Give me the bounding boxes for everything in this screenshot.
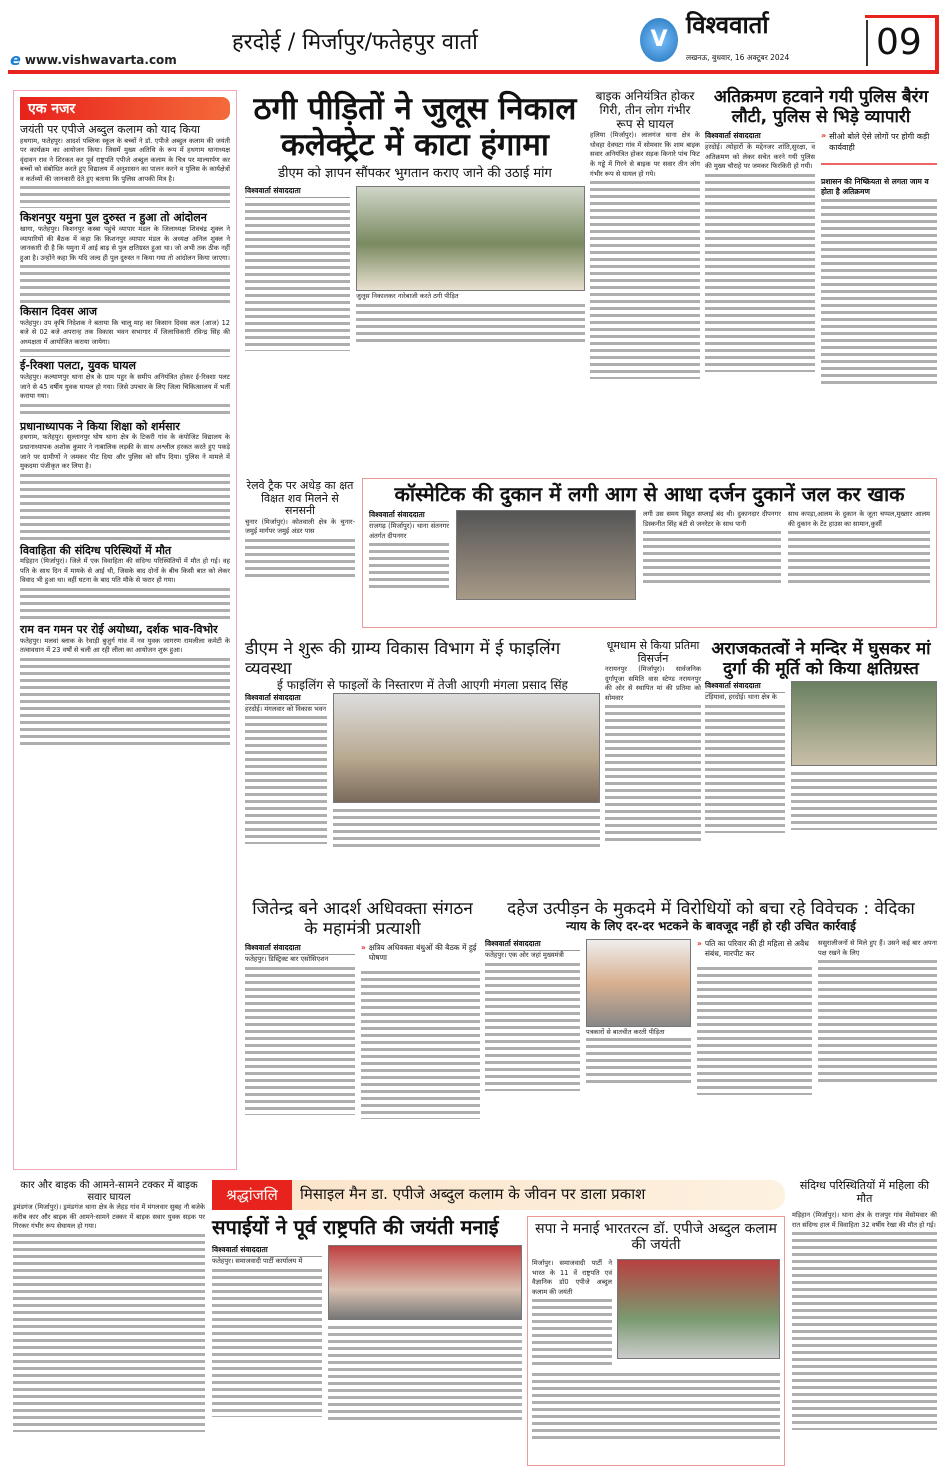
sp-event-photo — [617, 1259, 780, 1359]
story-subhead: ई फाइलिंग से फाइलों के निस्तारण में तेजी आएगी मंगला प्रसाद सिंह — [277, 678, 568, 693]
story-title: रेलवे ट्रैक पर अधेड़ का क्षत विक्षत शव मिलने से सनसनी — [246, 479, 354, 518]
encroachment-story — [705, 88, 937, 387]
lead-story — [245, 92, 585, 351]
page-number: 09 — [876, 22, 922, 63]
news-item — [20, 421, 230, 542]
fire-photo — [456, 510, 636, 600]
section-title: हरदोई / मिर्जापुर/फतेहपुर वार्ता — [232, 30, 478, 55]
photo-caption: पत्रकारों से बातचीत करती पीड़िता — [586, 1028, 665, 1037]
ek-nazar-column — [13, 90, 237, 1170]
byline: विश्ववार्ता संवाददाता — [705, 131, 815, 143]
story-title: अराजकतत्वों ने मन्दिर में घुसकर मां दुर्गा की मूर्ति को किया क्षतिग्रस्त — [711, 639, 931, 679]
sp-tribute-story — [212, 1216, 522, 1424]
dateline: लखनऊ, बुधवार, 16 अक्टूबर 2024 — [686, 53, 790, 62]
lead-subheadline: डीएम को ज्ञापन सौंपकर भुगतान कराए जाने की उठाई मांग — [278, 166, 552, 182]
story-title: सपाईयों ने पूर्व राष्ट्रपति की जयंती मनाई — [212, 1215, 499, 1239]
website-url: www.vishwavarta.com — [24, 52, 177, 67]
photo-caption: जुलूस निकालकर नारेबाजी करते ठगी पीड़ित — [356, 292, 459, 301]
story-lead: टड़ियावां, हरदोई। थाना क्षेत्र के — [705, 693, 777, 702]
news-lead: फतेहपुर। मलवां ब्लाक के रेवाड़ी बुजुर्ग गांव में नव युवक जागरण रामलीला कमेटी के तत्वावधान में 23 वर्षों से चली आ रही लीला का आयोजन शुरू हुआ। — [20, 636, 230, 655]
story-lead: हरदोई। त्योहारों के मद्देनजर शांति,सुरक्षा, व अतिक्रमण को लेकर सचेत करने गयी पुलिस की मुख्य चौराहे पर जमकर फिरकिरी हो गयी। — [705, 143, 815, 171]
visarjan-story — [605, 640, 701, 843]
story-lead: मिर्जापुर। समाजवादी पार्टी ने भारत के 11 वें राष्ट्रपति एवं वैज्ञानिक डॉ0 एपीजे अब्दुल कलाम की जयंती — [532, 1259, 612, 1296]
shop-fire-story — [362, 478, 937, 628]
news-item — [20, 545, 230, 621]
news-title: राम वन गमन पर रोई अयोध्या, दर्शक भाव-विभोर — [20, 622, 218, 636]
tribute-badge: श्रद्धांजलि — [212, 1180, 292, 1210]
byline: विश्ववार्ता संवाददाता — [245, 943, 355, 955]
pull-quote-text: सीओ बोले ऐसे लोगों पर होगी कड़ी कार्यवाही — [829, 132, 930, 153]
dowry-story — [485, 900, 937, 1095]
news-title: किशनपुर यमुना पुल दुरुस्त न हुआ तो आंदोलन — [20, 211, 207, 225]
story-title: सपा ने मनाई भारतरत्न डॉ. एपीजे अब्दुल कलाम की जयंती — [535, 1221, 777, 1254]
news-lead: हथगाम, फतेहपुर। आदर्श पब्लिक स्कूल के बच्चों ने डॉ. एपीजे अब्दुल कलाम की जयंती पर कार्यक्रम का आयोजन किया। जिसमें मुख्य अतिथि के रूप में हथगाम थानाध्यक्ष वृंदावन राव ने शिरकत कर पूर्व राष्ट्रपति एपीजे अब्दुल कलाम के चित्र पर माल्यार्पण कर बच्चों को संबोधित करते हुए विद्यालय में अनुशासन का पालन करने व पुलिस के कार्यक्षेत्रों व कर्तव्यों की जानकारी देते हुए बताया कि पुलिस आपकी मित्र है। — [20, 136, 230, 183]
story-title: डीएम ने शुरू की ग्राम्य विकास विभाग में ई फाइलिंग व्यवस्था — [245, 639, 561, 679]
news-item — [20, 124, 230, 208]
quote-chevron-icon: » — [697, 939, 702, 949]
tribute-banner — [212, 1180, 785, 1210]
story-text: साथ कपड़ा,आलम के दुकान के जूता चप्पल,मुख्तार आलम की दुकान के टेंट हाउस का सामान,कुर्सी — [788, 510, 930, 528]
story-lead: ड्रमंडगंज (मिर्जापुर)। ड्रमंडगंज थाना क्षेत्र के लेहड़ गांव में मंगलवार सुबह नौ बजेके करीब कार और बाइक की आमने-सामने टक्कर में बाइक सवार युवक सड़क पर गिरकर गंभीर रूप सेघायल हो गया। — [13, 1203, 205, 1231]
tribute-banner-text: मिसाइल मैन डा. एपीजे अब्दुल कलाम के जीवन पर डाला प्रकाश — [300, 1185, 646, 1204]
pull-quote-text: क्षत्रिय अधिवक्ता बंधुओं की बैठक में हुई घोषणा — [368, 943, 477, 963]
ek-nazar-badge: एक नजर — [20, 97, 230, 120]
pull-quote-text: पति का परिवार की ही महिला से अवैध संबंध, मारपीट कर — [704, 939, 809, 959]
efiling-story — [245, 640, 600, 847]
story-lead: फतेहपुर। डिस्ट्रिक्ट बार एसोसिएशन — [245, 955, 329, 964]
temple-photo — [791, 681, 937, 766]
story-title: अतिक्रमण हटवाने गयी पुलिस बैरंग लौटी, पुलिस से भिड़े व्यापारी — [713, 87, 929, 127]
story-title: संदिग्ध परिस्थितियों में महिला की मौत — [799, 1179, 930, 1205]
brand-logo-icon: V — [640, 18, 678, 62]
brand-name: विश्ववार्ता — [686, 11, 769, 39]
story-text: लगी उस समय विद्युत सप्लाई बंद थी। दुकानदार दीपनगर डिस्कनीत सिंह बंटी से जनरेटर के साथ पानी — [643, 510, 781, 528]
protest-photo — [356, 186, 585, 291]
story-text: ससुरालीजनों से मिले हुए हैं। उसने कई बार अपना पक्ष रखने के लिए — [818, 939, 937, 957]
victim-photo — [586, 939, 691, 1027]
news-title: किसान दिवस आज — [20, 305, 97, 319]
news-title: विवाहिता की संदिग्ध परिस्थियों में मौत — [20, 543, 172, 557]
story-lead: नरायनपुर (मिर्जापुर)। सार्वजनिक दुर्गापूजा समिति वास स्टेण्ड नरायनपुर की ओर से स्थापित मां की प्रतिमा को सोमवार — [605, 665, 701, 702]
news-lead: फतेहपुर। उप कृषि निदेशक ने बताया कि चालू माह का किसान दिवस कल (आज) 12 बजे से 02 बजे अपरान्ह तक विकास भवन सभागार में जिलाधिकारी रविन्द्र सिंह की अध्यक्षता में आयोजित कराया जायेगा। — [20, 318, 230, 346]
quote-chevron-icon: » — [821, 131, 827, 141]
lead-headline-line: कलेक्ट्रेट में काटा हंगामा — [281, 126, 549, 163]
news-item — [20, 306, 230, 357]
lead-headline — [245, 92, 585, 163]
news-title: ई-रिक्शा पलटा, युवक घायल — [20, 359, 136, 373]
news-title: प्रधानाध्यापक ने किया शिक्षा को शर्मसार — [20, 419, 180, 433]
byline: विश्ववार्ता संवाददाता — [485, 939, 580, 951]
tribute-photo — [328, 1245, 522, 1320]
news-lead: खागा, फतेहपुर। किशनपुर कस्बा पहुंचे व्यापार मंडल के जिलाध्यक्ष शिवचंद्र शुक्ल ने व्यापारियों की बैठक में कहा कि किशनपुर व्यापार मंडल के अध्यक्ष अनिल शुक्ल ने जानकारी दी है कि यमुना में आई बाढ़ से पुल क्षतिग्रस्त हुआ था। जो अभी तक ठीक नहीं हुआ है। उन्होंने कहा कि यदि जल्द ही पुल दुरुस्त न किया गया तो आंदोलन किया जाएगा। — [20, 225, 230, 262]
story-title: दहेज उत्पीड़न के मुकदमे में विरोधियों को बचा रहे विवेचक : वेदिका — [507, 899, 915, 919]
news-title: जयंती पर एपीजे अब्दुल कलाम को याद किया — [20, 123, 201, 136]
story-lead: फतेहपुर। एक ओर जहां मुख्यमंत्री — [485, 951, 564, 960]
byline: विश्ववार्ता संवाददाता — [245, 693, 327, 705]
temple-story — [705, 640, 937, 833]
story-lead: चुनार (मिर्जापुर)। कोतवाली क्षेत्र के चुनार-जमुई मार्गपर जमुई अंडर पास — [245, 517, 355, 536]
header-rule — [8, 70, 939, 74]
story-title: जितेन्द्र बने आदर्श अधिवक्ता संगठन के महामंत्री प्रत्याशी — [252, 899, 473, 939]
bike-accident-story — [590, 90, 700, 379]
byline: विश्ववार्ता संवाददाता — [369, 510, 449, 522]
story-lead: राजगढ़ (मिर्जापुर)। थाना संतनगर अंतर्गत दीपनगर — [369, 522, 449, 540]
story-lead: फतेहपुर। समाजवादी पार्टी कार्यालय में — [212, 1257, 303, 1265]
pull-quote — [697, 939, 812, 959]
advocate-story — [245, 900, 480, 1119]
meeting-photo — [333, 693, 600, 803]
sp-jayanti-story — [527, 1216, 785, 1466]
story-title: कार और बाइक की आमने-सामने टक्कर में बाइक सवार घायल — [20, 1180, 198, 1203]
story-lead: हलिया (मिर्जापुर)। लालगंज थाना क्षेत्र के धोवहा देवघटा गांव में सोमवार कि शाम बाइक सवार अनियंत्रित होकर सड़क किनारे पांच फिट के गड्ढे में गिरने से बाइक पर सवार तीन लोग गंभीर रूप से घायल हो गये। — [590, 131, 700, 178]
railway-story — [245, 480, 355, 577]
byline: विश्ववार्ता संवाददाता — [245, 186, 350, 198]
byline: विश्ववार्ता संवाददाता — [212, 1245, 322, 1257]
woman-death-story — [792, 1180, 937, 1430]
pull-quote — [361, 943, 480, 963]
quote-chevron-icon: » — [361, 943, 366, 953]
website-link[interactable] — [10, 50, 177, 69]
news-item — [20, 624, 230, 746]
news-lead: फतेहपुर। कल्याणपुर थाना क्षेत्र के ग्राम पहुर के समीप अनियंत्रित होकर ई-रिक्शा पलट जाने से 45 वर्षीय युवक घायल हो गया। जिसे उपचार के लिए जिला चिकित्सालय में भर्ती कराया गया। — [20, 373, 230, 401]
browser-e-icon: e — [10, 50, 21, 69]
story-title: कॉस्मेटिक की दुकान में लगी आग से आधा दर्जन दुकानें जल कर खाक — [394, 482, 905, 506]
news-lead: मड़िहान (मिर्जापुर)। जिले में एक विवाहिता की संदिग्ध परिस्थितियों में मौत हो गई। वह पति के साथ दिन में मायके से आई थी, जिसके बाद दोनों के बीच किसी बात को लेकर विवाद भी हुआ था। वहीं घटना के बाद पति मौके से फरार हो गया। — [20, 557, 230, 585]
news-lead: हथगाम, फतेहपुर। सुल्तानपुर घोष थाना क्षेत्र के टिकरी गांव के कंपोजिट विद्यालय के प्रधानाध्यापक अशोक कुमार ने नाबालिक लड़की के साथ अश्लील हरकत करते हुए पकड़े जाने पर ग्रामीणों ने जमकर पीट दिया और पुलिस को सौंप दिया। पुलिस ने मामले में मुकदमा पंजीकृत कर लिया है। — [20, 433, 230, 471]
news-item — [20, 212, 230, 303]
story-lead: हरदोई। मंगलवार को विकास भवन — [245, 704, 327, 713]
pull-quote — [821, 131, 937, 165]
story-title: बाइक अनियंत्रित होकर गिरी, तीन लोग गंभीर रूप से घायल — [595, 89, 695, 131]
story-subhead: न्याय के लिए दर-दर भटकने के बावजूद नहीं हो रही उचित कार्रवाई — [566, 918, 856, 933]
byline: विश्ववार्ता संवाददाता — [705, 681, 785, 693]
news-item — [20, 360, 230, 417]
car-bike-story — [13, 1180, 205, 1432]
story-subhead: प्रशासन की निष्क्रियता से लगता जाम व होता है अतिक्रमण — [821, 177, 929, 197]
lead-headline-line: ठगी पीड़ितों ने जुलूस निकाल — [253, 91, 577, 127]
story-lead: मड़िहान (मिर्जापुर)। थाना क्षेत्र के राजपुर गांव मेंसोमवार की रात संदिग्ध हाल में विवाहिता 32 वर्षीय रेखा की मौत हो गई। — [792, 1211, 937, 1229]
story-title: धूमधाम से किया प्रतिमा विसर्जन — [606, 639, 700, 665]
